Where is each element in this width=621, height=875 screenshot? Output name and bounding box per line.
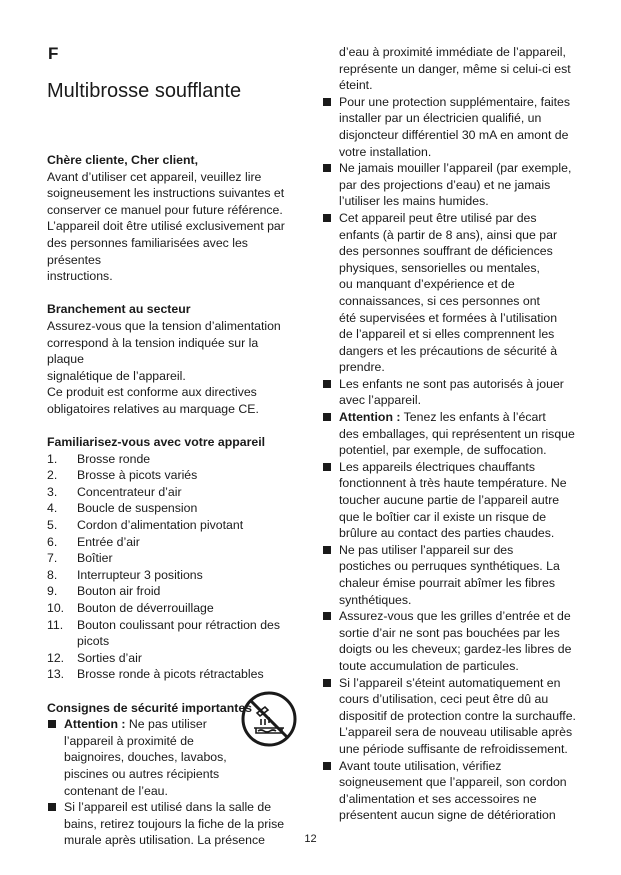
list-item-text: Bouton coulissant pour rétraction des picots	[77, 617, 281, 649]
bullet-square-icon	[322, 542, 339, 608]
list-item-text: Brosse à picots variés	[77, 468, 198, 483]
list-item	[47, 650, 297, 667]
intro-heading: Chère cliente, Cher client,	[47, 153, 199, 167]
right-column	[322, 44, 577, 824]
bullet-text: Attention : Tenez les enfants à l’écart des emballages, qui représentent un risque potentiel, par exemple, de suffocation.	[339, 410, 575, 458]
bullet-square-icon	[322, 675, 339, 758]
list-item-number: 12.	[47, 650, 65, 665]
bullet-item	[322, 409, 577, 459]
text-line: des personnes familiarisées avec les présentes	[47, 235, 248, 267]
bullet-square-icon	[322, 409, 339, 459]
list-item-text: Interrupteur 3 positions	[77, 567, 203, 582]
bullet-square-icon	[322, 94, 339, 160]
text-line: signalétique de l’appareil.	[47, 368, 186, 383]
list-item-number: 2.	[47, 468, 58, 483]
list-item	[47, 666, 297, 683]
intro-text	[47, 169, 297, 285]
list-item-number: 13.	[47, 667, 65, 682]
bullet-square-icon	[322, 758, 339, 824]
text-line: conserver ce manuel pour future référence.	[47, 202, 283, 217]
list-item	[47, 550, 297, 567]
text-line: L’appareil doit être utilisé exclusivement par	[47, 219, 285, 234]
power-text	[47, 318, 297, 418]
bullet-text: Si l’appareil s’éteint automatiquement en cours d’utilisation, ceci peut être dû au dispositif de protection contre la surchauffe. L’appareil sera de nouveau utilisable après une période suffisante de refroidissement.	[339, 675, 576, 756]
list-item-number: 9.	[47, 584, 58, 599]
language-label: F	[48, 44, 59, 63]
text-line: éteint.	[339, 78, 373, 93]
list-item-number: 11.	[47, 617, 64, 632]
parts-list	[47, 451, 297, 683]
text-line: Avant d’utiliser cet appareil, veuillez lire	[47, 169, 262, 184]
list-item	[47, 484, 297, 501]
bullet-square-icon	[322, 160, 339, 210]
safety-continued-text	[322, 44, 577, 94]
list-item-text: Brosse ronde à picots rétractables	[77, 667, 264, 682]
list-item-number: 10.	[47, 601, 65, 616]
text-line: correspond à la tension indiquée sur la plaque	[47, 335, 259, 367]
list-item	[47, 567, 297, 584]
bullet-text: Les appareils électriques chauffants fonctionnent à très haute température. Ne toucher aucune partie de l’appareil autre que le boîtier car il existe un risque de brûlure au contact des parties chaudes.	[339, 459, 567, 541]
bullet-item	[322, 758, 577, 824]
text-line: Ce produit est conforme aux directives	[47, 385, 257, 400]
list-item	[47, 617, 297, 650]
text-line: d’eau à proximité immédiate de l’appareil,	[339, 45, 566, 59]
bullet-item	[322, 210, 577, 376]
page-title: Multibrosse soufflante	[47, 80, 242, 102]
bullet-square-icon	[322, 608, 339, 674]
list-item-number: 3.	[47, 484, 58, 499]
list-item	[47, 451, 297, 468]
bullet-item	[322, 160, 577, 210]
bullet-text: Assurez-vous que les grilles d’entrée et de sortie d’air ne sont pas bouchées par les doigts ou les cheveux; gardez-les libres de toute accumulation de particules.	[339, 609, 572, 673]
bullet-text: Pour une protection supplémentaire, faites installer par un électricien qualifié, un disjoncteur différentiel 30 mA en amont de votre installation.	[339, 94, 571, 159]
list-item-text: Cordon d’alimentation pivotant	[77, 518, 244, 533]
text-line: instructions.	[47, 269, 113, 284]
list-item-number: 4.	[47, 501, 58, 516]
safety-list-right	[322, 94, 577, 824]
bullet-item	[322, 542, 577, 608]
list-item-text: Bouton de déverrouillage	[77, 601, 214, 616]
list-item-number: 5.	[47, 518, 58, 533]
bullet-item	[322, 94, 577, 160]
bullet-square-icon	[322, 376, 339, 409]
bullet-item	[322, 608, 577, 674]
familiar-heading: Familiarisez-vous avec votre appareil	[47, 435, 266, 450]
list-item-text: Boucle de suspension	[77, 501, 198, 516]
text-line: représente un danger, même si celui-ci est	[339, 61, 571, 76]
list-item-text: Bouton air froid	[77, 584, 161, 599]
list-item-text: Brosse ronde	[77, 451, 151, 466]
bullet-text: Les enfants ne sont pas autorisés à jouer avec l’appareil.	[339, 376, 564, 408]
bullet-text: Ne jamais mouiller l’appareil (par exemple, par des projections d’eau) et ne jamais l’utiliser les mains humides.	[339, 161, 572, 209]
text-line: soigneusement les instructions suivantes et	[47, 186, 285, 201]
bullet-item	[322, 459, 577, 542]
list-item-text: Sorties d’air	[77, 650, 142, 665]
text-line: obligatoires relatives au marquage CE.	[47, 401, 259, 416]
power-heading: Branchement au secteur	[47, 302, 191, 317]
list-item	[47, 467, 297, 484]
bullet-text: Attention : Ne pas utiliser l’appareil à proximité de baignoires, douches, lavabos, piscines ou autres récipients contenant de l’eau.	[64, 717, 227, 798]
bullet-text: Avant toute utilisation, vérifiez soigneusement que l’appareil, son cordon d’alimentation et ses accessoires ne présentent aucun signe de détérioration	[339, 758, 567, 823]
bullet-square-icon	[47, 716, 64, 799]
safety-heading: Consignes de sécurité importantes	[47, 700, 253, 715]
no-water-warning-icon	[240, 690, 298, 748]
bullet-square-icon	[322, 459, 339, 542]
bullet-text: Cet appareil peut être utilisé par des enfants (à partir de 8 ans), ainsi que par des personnes souffrant de déficiences physiques, sensorielles ou mentales, ou manquant d’expérience et de connaissances, si ces personnes ont été supervisées et formées à l’utilisation de l’appareil et si elles comprennent les dangers et les précautions de sécurité à prendre.	[339, 210, 558, 375]
list-item	[47, 534, 297, 551]
text-line: Assurez-vous que la tension d’alimentation	[47, 318, 281, 333]
list-item-number: 8.	[47, 567, 58, 582]
bullet-text: Si l’appareil est utilisé dans la salle de bains, retirez toujours la fiche de la prise murale après utilisation. La présence	[64, 800, 285, 848]
bullet-item	[322, 675, 577, 758]
list-item	[47, 500, 297, 517]
bullet-text: Ne pas utiliser l’appareil sur des postiches ou perruques synthétiques. La chaleur émise pourrait abîmer les fibres synthétiques.	[339, 542, 560, 607]
list-item-text: Concentrateur d’air	[77, 484, 182, 499]
list-item-number: 6.	[47, 534, 58, 549]
list-item-text: Boîtier	[77, 551, 113, 566]
list-item	[47, 517, 297, 534]
bullet-item	[322, 376, 577, 409]
list-item-number: 7.	[47, 551, 58, 566]
list-item-text: Entrée d’air	[77, 534, 140, 549]
list-item-number: 1.	[47, 451, 58, 466]
list-item	[47, 600, 297, 617]
bullet-square-icon	[322, 210, 339, 376]
list-item	[47, 583, 297, 600]
page-number: 12	[304, 833, 317, 845]
